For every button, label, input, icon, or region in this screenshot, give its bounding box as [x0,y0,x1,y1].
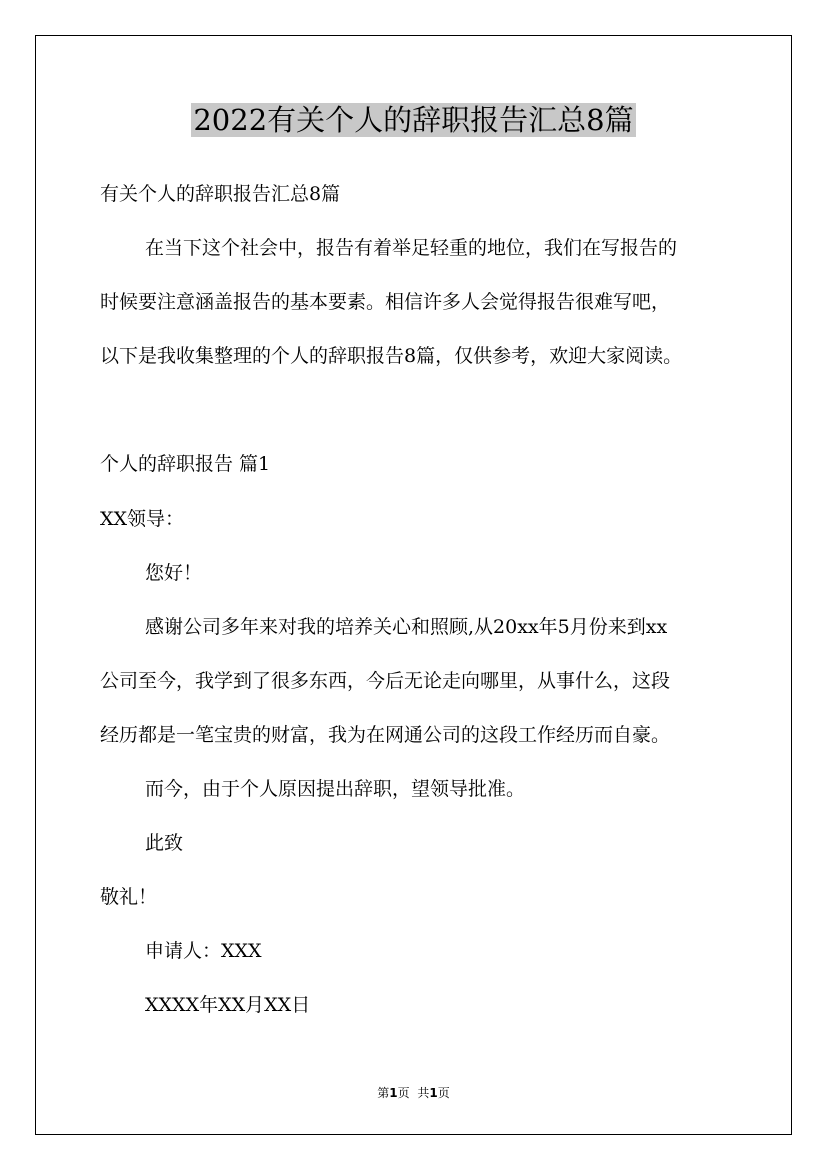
salutation: XX领导： [100,508,185,530]
footer-page-label: 第 [377,1086,390,1100]
document-title [0,98,827,142]
body-line-1: 感谢公司多年来对我的培养关心和照顾,从20xx年5月份来到xx [145,616,668,638]
footer-total-num: 1 [429,1086,438,1100]
footer-total-unit: 页 [437,1086,450,1100]
page-footer [0,1084,827,1101]
body-line-4: 而今，由于个人原因提出辞职，望领导批准。 [145,778,526,800]
footer-page-unit: 页 [397,1086,410,1100]
document-title-text: 2022有关个人的辞职报告汇总8篇 [193,103,634,137]
section-heading: 个人的辞职报告 篇1 [100,453,271,475]
intro-line-2: 时候要注意涵盖报告的基本要素。相信许多人会觉得报告很难写吧， [100,291,671,313]
applicant-line: 申请人：XXX [145,940,262,962]
date-line: XXXX年XX月XX日 [145,994,311,1016]
footer-page-num: 1 [389,1086,398,1100]
intro-line-3: 以下是我收集整理的个人的辞职报告8篇，仅供参考，欢迎大家阅读。 [100,345,683,367]
body-line-2: 公司至今，我学到了很多东西，今后无论走向哪里，从事什么，这段 [100,670,671,692]
footer-total-label: 共 [417,1086,430,1100]
body-line-3: 经历都是一笔宝贵的财富，我为在网通公司的这段工作经历而自豪。 [100,724,671,746]
closing-salute: 敬礼！ [100,886,158,908]
greeting: 您好！ [145,562,203,584]
closing-line: 此致 [145,832,184,854]
intro-line-1: 在当下这个社会中，报告有着举足轻重的地位，我们在写报告的 [145,237,678,259]
document-subtitle: 有关个人的辞职报告汇总8篇 [100,183,341,205]
